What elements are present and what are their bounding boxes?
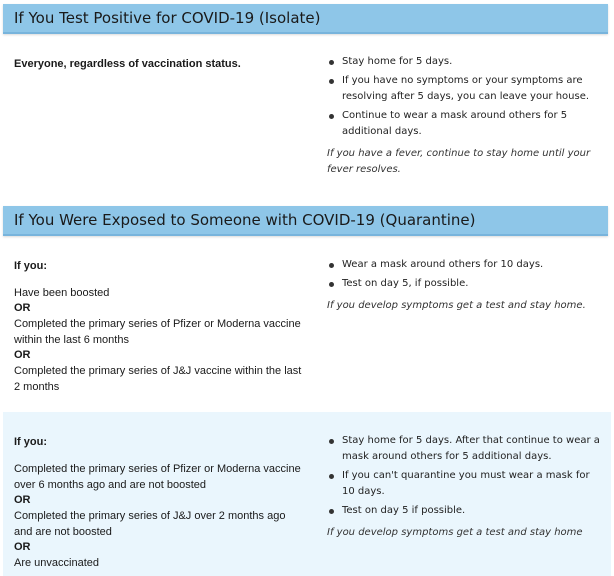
group1-line1: Have been boosted bbox=[14, 287, 110, 299]
isolate-section-header bbox=[3, 4, 608, 34]
group2-guidance bbox=[327, 433, 605, 541]
quarantine-section-title: If You Were Exposed to Someone with COVID-19 (Quarantine) bbox=[14, 211, 476, 229]
bullet-icon bbox=[329, 439, 334, 444]
group1-bullet-list bbox=[327, 257, 605, 292]
bullet-icon bbox=[329, 282, 334, 287]
group2-criteria bbox=[14, 436, 304, 571]
quarantine-group-unboosted bbox=[3, 412, 611, 576]
group2-or1: OR bbox=[14, 494, 31, 506]
group1-line3: Completed the primary series of J&J vaccine within the last 2 months bbox=[14, 365, 302, 393]
group2-bullet-list bbox=[327, 433, 605, 519]
list-item: Continue to wear a mask around others for 5 additional days. bbox=[327, 108, 605, 140]
group2-line1: Completed the primary series of Pfizer or Moderna vaccine over 6 months ago and are not boosted bbox=[14, 463, 301, 491]
isolate-who: Everyone, regardless of vaccination status. bbox=[14, 58, 241, 70]
list-item: If you can't quarantine you must wear a mask for 10 days. bbox=[327, 468, 605, 500]
quarantine-section-header bbox=[3, 206, 608, 236]
group1-guidance bbox=[327, 257, 605, 314]
group1-heading: If you: bbox=[14, 260, 47, 272]
group1-or2: OR bbox=[14, 349, 31, 361]
group2-or2: OR bbox=[14, 541, 31, 553]
quarantine-group-boosted bbox=[3, 244, 611, 406]
list-item: Wear a mask around others for 10 days. bbox=[327, 257, 605, 273]
bullet-icon bbox=[329, 263, 334, 268]
isolate-note: If you have a fever, continue to stay home until your fever resolves. bbox=[327, 148, 591, 175]
bullet-icon bbox=[329, 474, 334, 479]
isolate-row bbox=[3, 42, 611, 192]
list-item: Stay home for 5 days. bbox=[327, 54, 605, 70]
group2-line2: Completed the primary series of J&J over 2 months ago and are not boosted bbox=[14, 510, 286, 538]
group1-line2: Completed the primary series of Pfizer or Moderna vaccine within the last 6 months bbox=[14, 318, 301, 346]
isolate-section-title: If You Test Positive for COVID-19 (Isolate) bbox=[14, 9, 321, 27]
group1-or1: OR bbox=[14, 302, 31, 314]
bullet-icon bbox=[329, 60, 334, 65]
group2-heading: If you: bbox=[14, 436, 47, 448]
bullet-icon bbox=[329, 79, 334, 84]
group2-line3: Are unvaccinated bbox=[14, 557, 99, 569]
isolate-bullet-list bbox=[327, 54, 605, 140]
list-item: Stay home for 5 days. After that continue to wear a mask around others for 5 additional days. bbox=[327, 433, 605, 465]
list-item: If you have no symptoms or your symptoms are resolving after 5 days, you can leave your house. bbox=[327, 73, 605, 105]
group2-note: If you develop symptoms get a test and stay home bbox=[327, 527, 583, 538]
list-item: Test on day 5, if possible. bbox=[327, 276, 605, 292]
isolate-guidance bbox=[327, 54, 605, 178]
list-item: Test on day 5 if possible. bbox=[327, 503, 605, 519]
bullet-icon bbox=[329, 114, 334, 119]
group1-criteria bbox=[14, 260, 304, 395]
group1-note: If you develop symptoms get a test and stay home. bbox=[327, 300, 586, 311]
bullet-icon bbox=[329, 509, 334, 514]
